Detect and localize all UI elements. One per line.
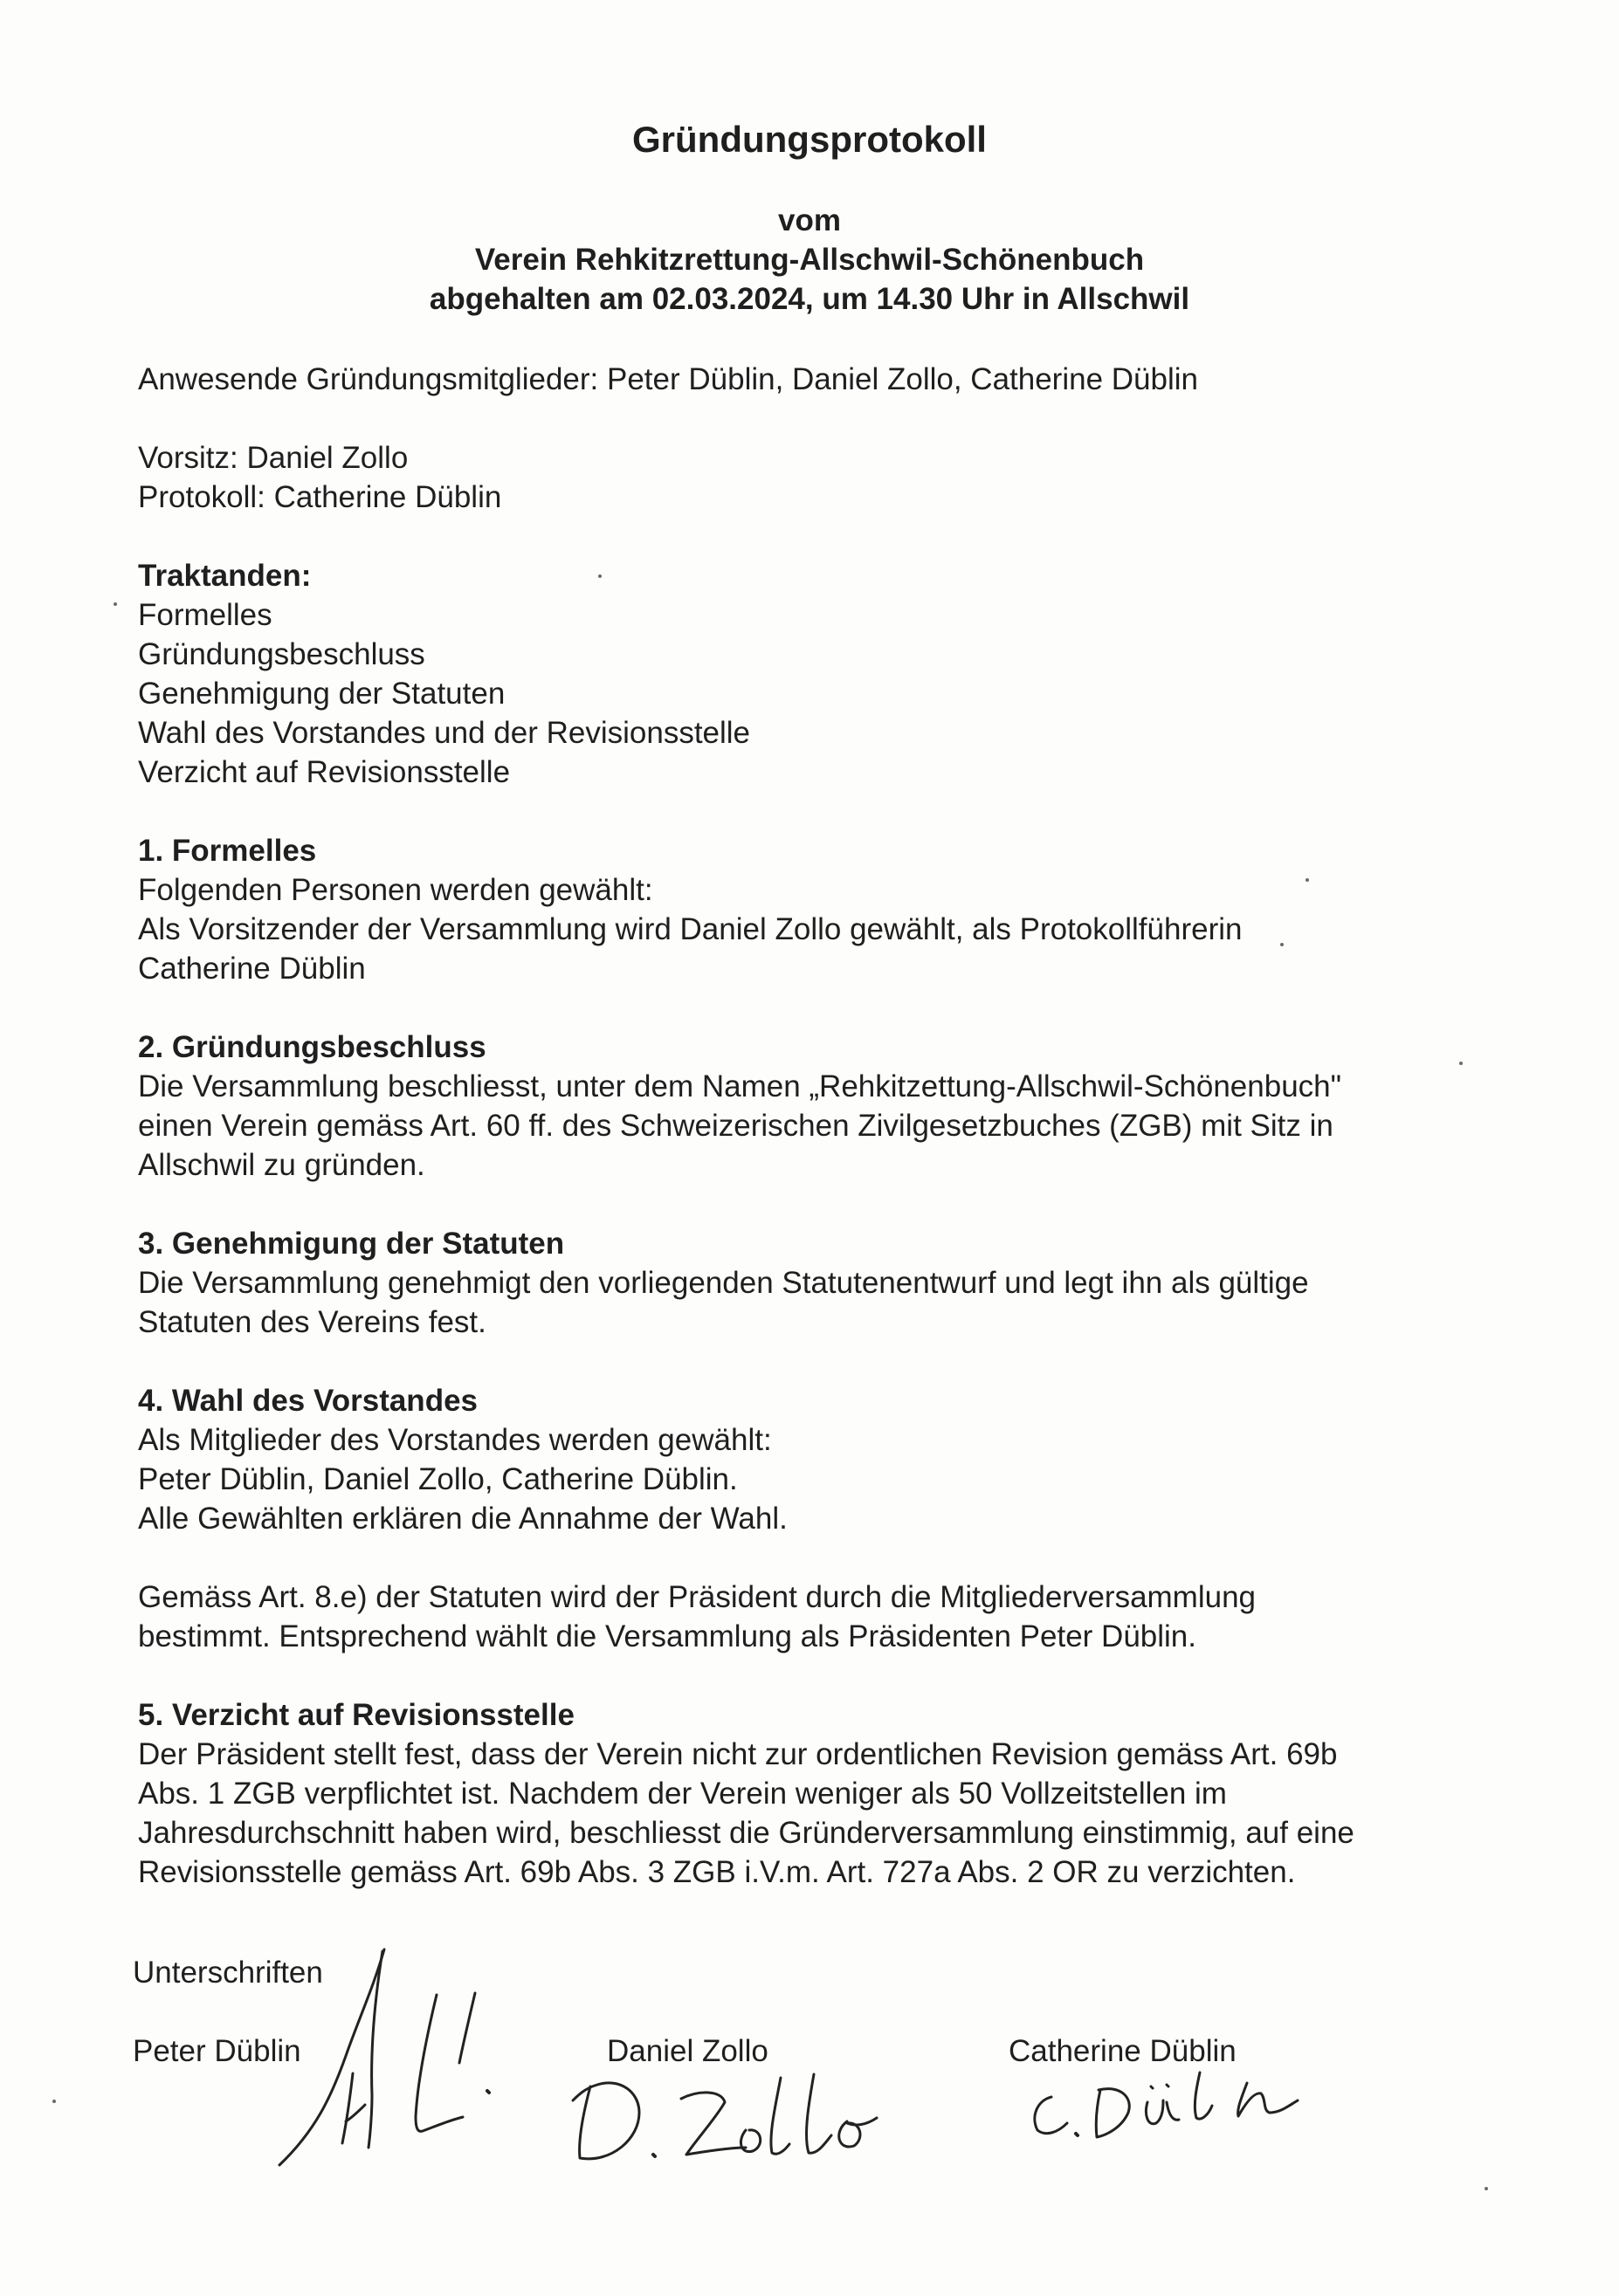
signature-name-peter: Peter Düblin bbox=[133, 2034, 301, 2068]
section-wahl-vorstand-president bbox=[138, 1578, 1500, 1656]
section-line: Die Versammlung beschliesst, unter dem Namen „Rehkitzettung-Allschwil-Schönenbuch" bbox=[138, 1069, 1342, 1103]
chair-line: Vorsitz: Daniel Zollo bbox=[138, 441, 409, 475]
scan-speck bbox=[52, 2100, 56, 2103]
section-line: Jahresdurchschnitt haben wird, beschliesst die Gründerversammlung einstimmig, auf eine bbox=[138, 1816, 1354, 1850]
scan-speck bbox=[1485, 2187, 1488, 2190]
minutes-taker-line: Protokoll: Catherine Düblin bbox=[138, 480, 502, 514]
roles-block bbox=[138, 438, 1500, 517]
agenda-item: Genehmigung der Statuten bbox=[138, 677, 506, 711]
section-heading: 4. Wahl des Vorstandes bbox=[138, 1384, 478, 1418]
section-wahl-vorstand bbox=[138, 1381, 1500, 1538]
attendees-block bbox=[138, 360, 1500, 399]
scan-speck bbox=[1306, 878, 1309, 882]
scan-speck bbox=[1459, 1062, 1463, 1065]
section-genehmigung bbox=[138, 1224, 1500, 1342]
scan-speck bbox=[1280, 943, 1284, 946]
section-line: Als Mitglieder des Vorstandes werden gewählt: bbox=[138, 1423, 772, 1457]
section-heading: 5. Verzicht auf Revisionsstelle bbox=[138, 1698, 575, 1732]
subtitle-line: abgehalten am 02.03.2024, um 14.30 Uhr in Allschwil bbox=[429, 282, 1190, 316]
section-line: einen Verein gemäss Art. 60 ff. des Schweizerischen Zivilgesetzbuches (ZGB) mit Sitz in bbox=[138, 1109, 1333, 1143]
scan-speck bbox=[114, 602, 117, 606]
signatures-heading: Unterschriften bbox=[133, 1956, 323, 1990]
subtitle-line: Verein Rehkitzrettung-Allschwil-Schönenbuch bbox=[474, 243, 1145, 277]
agenda-block bbox=[138, 556, 1500, 792]
section-line: bestimmt. Entsprechend wählt die Versammlung als Präsidenten Peter Düblin. bbox=[138, 1619, 1196, 1653]
section-heading: 1. Formelles bbox=[138, 834, 317, 868]
section-line: Gemäss Art. 8.e) der Statuten wird der Präsident durch die Mitgliederversammlung bbox=[138, 1580, 1257, 1614]
signature-name-daniel: Daniel Zollo bbox=[607, 2034, 768, 2068]
section-line: Der Präsident stellt fest, dass der Verein nicht zur ordentlichen Revision gemäss Art. 69b bbox=[138, 1737, 1338, 1771]
section-formelles bbox=[138, 831, 1500, 988]
signature-daniel-drawing bbox=[559, 2060, 908, 2174]
document-subtitle bbox=[0, 201, 1619, 319]
agenda-item: Wahl des Vorstandes und der Revisionsstelle bbox=[138, 716, 751, 750]
section-line: Catherine Düblin bbox=[138, 952, 366, 986]
section-verzicht-revision bbox=[138, 1695, 1500, 1892]
section-line: Alle Gewählten erklären die Annahme der Wahl. bbox=[138, 1502, 788, 1536]
section-line: Revisionsstelle gemäss Art. 69b Abs. 3 ZGB i.V.m. Art. 727a Abs. 2 OR zu verzichten. bbox=[138, 1855, 1296, 1889]
section-line: Allschwil zu gründen. bbox=[138, 1148, 425, 1182]
agenda-item: Formelles bbox=[138, 598, 272, 632]
agenda-heading: Traktanden: bbox=[138, 559, 312, 593]
section-line: Die Versammlung genehmigt den vorliegenden Statutenentwurf und legt ihn als gültige bbox=[138, 1266, 1309, 1300]
document-title: Gründungsprotokoll bbox=[632, 119, 987, 160]
section-heading: 3. Genehmigung der Statuten bbox=[138, 1227, 565, 1261]
scan-speck bbox=[598, 574, 602, 578]
agenda-item: Verzicht auf Revisionsstelle bbox=[138, 755, 511, 789]
section-gruendungsbeschluss bbox=[138, 1028, 1500, 1185]
section-line: Als Vorsitzender der Versammlung wird Daniel Zollo gewählt, als Protokollführerin bbox=[138, 912, 1243, 946]
section-line: Folgenden Personen werden gewählt: bbox=[138, 873, 653, 907]
section-line: Abs. 1 ZGB verpflichtet ist. Nachdem der Verein weniger als 50 Vollzeitstellen im bbox=[138, 1777, 1227, 1811]
signature-name-catherine: Catherine Düblin bbox=[1009, 2034, 1237, 2068]
signature-catherine-drawing bbox=[1013, 2052, 1336, 2148]
attendees-line: Anwesende Gründungsmitglieder: Peter Düblin, Daniel Zollo, Catherine Düblin bbox=[138, 362, 1198, 396]
signature-peter-drawing bbox=[262, 1942, 506, 2169]
subtitle-line: vom bbox=[778, 203, 841, 237]
section-heading: 2. Gründungsbeschluss bbox=[138, 1030, 486, 1064]
agenda-item: Gründungsbeschluss bbox=[138, 637, 425, 671]
section-line: Peter Düblin, Daniel Zollo, Catherine Düblin. bbox=[138, 1462, 738, 1496]
section-line: Statuten des Vereins fest. bbox=[138, 1305, 486, 1339]
